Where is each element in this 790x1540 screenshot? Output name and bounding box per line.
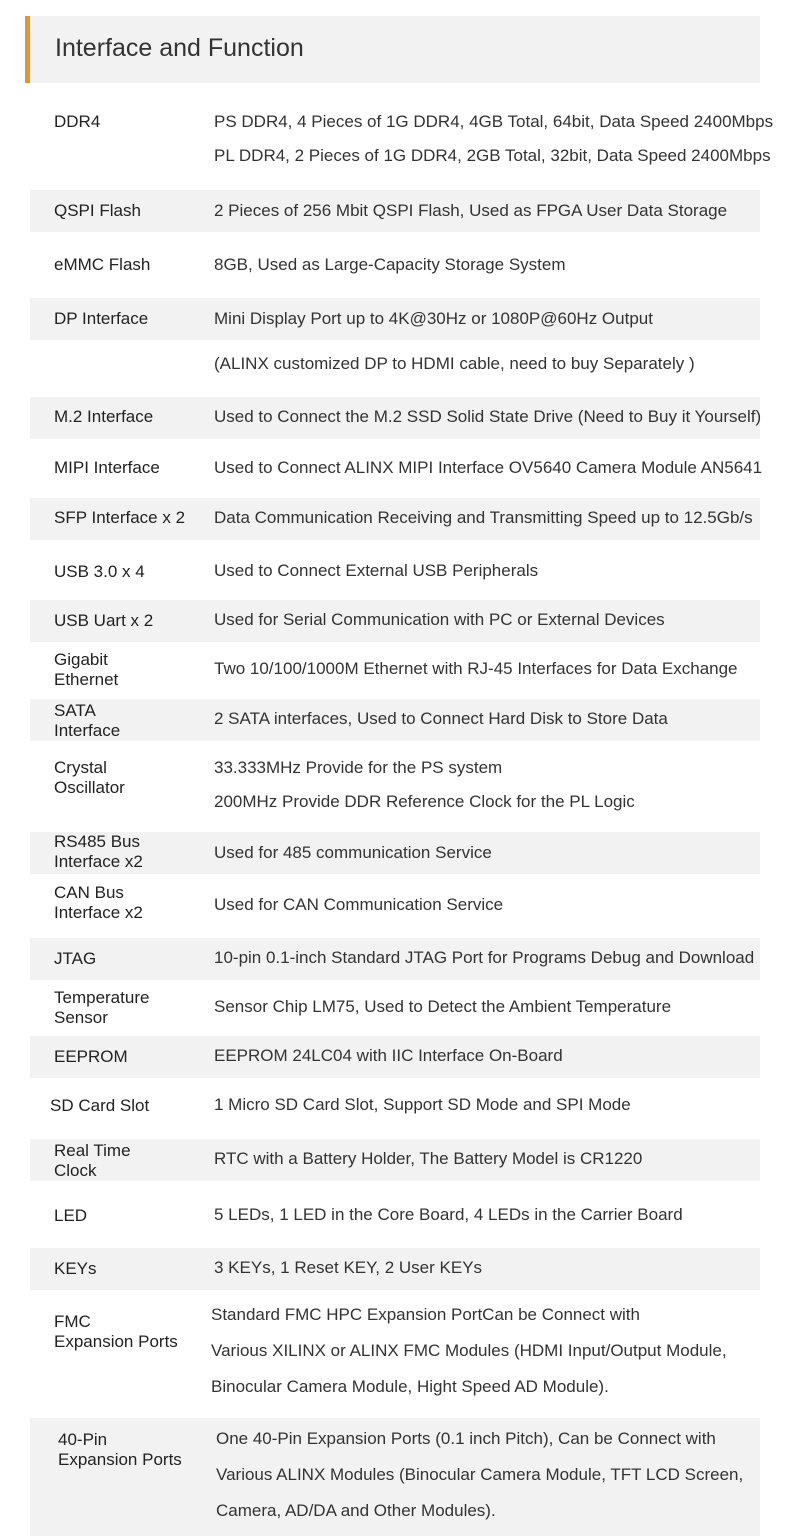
spec-label: USB 3.0 x 4: [54, 562, 145, 581]
spec-description: 2 SATA interfaces, Used to Connect Hard Disk to Store Data: [214, 709, 668, 728]
spec-description: Mini Display Port up to 4K@30Hz or 1080P@60Hz Output: [214, 309, 653, 328]
spec-row: [30, 986, 760, 1028]
spec-row: [30, 748, 760, 828]
spec-row: [30, 1194, 760, 1236]
section-title: Interface and Function: [55, 34, 304, 62]
spec-row: [30, 448, 763, 490]
spec-description: Standard FMC HPC Expansion PortCan be Connect with: [211, 1305, 640, 1324]
spec-row: [30, 699, 760, 741]
spec-row: [30, 1418, 760, 1536]
spec-label: Crystal Oscillator: [54, 758, 125, 797]
spec-row: [30, 298, 760, 373]
spec-description: 8GB, Used as Large-Capacity Storage System: [214, 255, 566, 274]
spec-description: 5 LEDs, 1 LED in the Core Board, 4 LEDs in the Carrier Board: [214, 1205, 683, 1224]
spec-label: Gigabit Ethernet: [54, 650, 119, 689]
spec-row: [30, 600, 760, 642]
spec-label: M.2 Interface: [54, 407, 154, 426]
spec-description: 33.333MHz Provide for the PS system: [214, 758, 503, 777]
spec-row: [30, 938, 760, 980]
spec-label: JTAG: [54, 949, 97, 968]
spec-label: Temperature Sensor: [54, 988, 150, 1027]
spec-description: Used for CAN Communication Service: [214, 895, 504, 914]
spec-description: PL DDR4, 2 Pieces of 1G DDR4, 2GB Total, 32bit, Data Speed 2400Mbps: [214, 146, 771, 165]
spec-label: QSPI Flash: [54, 201, 141, 220]
spec-label: KEYs: [54, 1259, 97, 1278]
spec-description: Used to Connect External USB Peripherals: [214, 561, 539, 580]
spec-description: (ALINX customized DP to HDMI cable, need to buy Separately ): [214, 354, 695, 373]
spec-label: DP Interface: [54, 309, 149, 328]
spec-row: [30, 832, 760, 874]
spec-row: [30, 100, 774, 188]
spec-label: Real Time Clock: [54, 1141, 131, 1180]
spec-label: MIPI Interface: [54, 458, 160, 477]
spec-label: RS485 Bus Interface x2: [54, 832, 143, 871]
spec-description: 2 Pieces of 256 Mbit QSPI Flash, Used as FPGA User Data Storage: [214, 201, 728, 220]
spec-description: Used for 485 communication Service: [214, 843, 492, 862]
spec-label: eMMC Flash: [54, 255, 151, 274]
spec-description: EEPROM 24LC04 with IIC Interface On-Board: [214, 1046, 563, 1065]
spec-description: Camera, AD/DA and Other Modules).: [216, 1501, 496, 1520]
spec-description: PS DDR4, 4 Pieces of 1G DDR4, 4GB Total, 64bit, Data Speed 2400Mbps: [214, 112, 774, 131]
spec-row: [30, 1036, 760, 1078]
spec-description: Used to Connect the M.2 SSD Solid State Drive (Need to Buy it Yourself): [214, 407, 762, 426]
spec-row: [30, 648, 760, 690]
spec-description: RTC with a Battery Holder, The Battery Model is CR1220: [214, 1149, 643, 1168]
spec-row: [30, 1248, 760, 1290]
spec-description: One 40-Pin Expansion Ports (0.1 inch Pitch), Can be Connect with: [216, 1429, 716, 1448]
spec-row: [30, 190, 760, 232]
spec-row: [30, 551, 760, 593]
spec-label: SATA Interface: [54, 701, 121, 740]
spec-row: [30, 498, 760, 540]
spec-row: [30, 1302, 760, 1410]
spec-description: Binocular Camera Module, Hight Speed AD Module).: [211, 1377, 609, 1396]
spec-row: [30, 1139, 760, 1181]
spec-label: EEPROM: [54, 1047, 128, 1066]
spec-label: CAN Bus Interface x2: [54, 883, 143, 922]
spec-description: Sensor Chip LM75, Used to Detect the Ambient Temperature: [214, 997, 672, 1016]
spec-description: Used to Connect ALINX MIPI Interface OV5640 Camera Module AN5641: [214, 458, 763, 477]
spec-description: Various XILINX or ALINX FMC Modules (HDMI Input/Output Module,: [211, 1341, 727, 1360]
spec-row: [30, 397, 760, 439]
spec-label: FMC Expansion Ports: [54, 1312, 178, 1351]
spec-description: 200MHz Provide DDR Reference Clock for the PL Logic: [214, 792, 635, 811]
spec-row: [30, 882, 760, 934]
spec-description: 1 Micro SD Card Slot, Support SD Mode and SPI Mode: [214, 1095, 631, 1114]
spec-label: SFP Interface x 2: [54, 508, 186, 527]
spec-description: Used for Serial Communication with PC or External Devices: [214, 610, 665, 629]
spec-label: DDR4: [54, 112, 101, 131]
spec-label: 40-Pin Expansion Ports: [58, 1430, 182, 1469]
spec-label: SD Card Slot: [50, 1096, 150, 1115]
spec-description: 3 KEYs, 1 Reset KEY, 2 User KEYs: [214, 1258, 483, 1277]
spec-description: Various ALINX Modules (Binocular Camera Module, TFT LCD Screen,: [216, 1465, 744, 1484]
spec-label: USB Uart x 2: [54, 611, 154, 630]
spec-label: LED: [54, 1206, 88, 1225]
section-header: [25, 16, 760, 83]
spec-description: Data Communication Receiving and Transmitting Speed up to 12.5Gb/s: [214, 508, 753, 527]
spec-row: [30, 244, 760, 286]
spec-description: Two 10/100/1000M Ethernet with RJ-45 Interfaces for Data Exchange: [214, 659, 738, 678]
spec-description: 10-pin 0.1-inch Standard JTAG Port for Programs Debug and Download: [214, 948, 755, 967]
spec-row: [30, 1085, 760, 1127]
